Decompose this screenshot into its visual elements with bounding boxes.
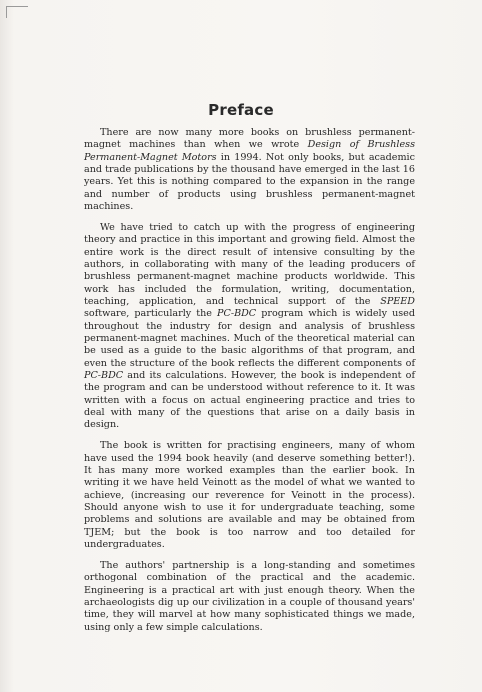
body-text: There are now many more books on brushless permanent-magnet machines than when we wrote: [84, 127, 415, 151]
body-text: program which is widely used throughout the industry for design and analysis of brushless permanent-magnet machines. Much of the theoretical material can be used as a guide to the basic algorithms of that program, and even the structure of the book reflects the different components of: [84, 308, 416, 369]
paragraph-4: [84, 560, 415, 634]
body-text: The authors' partnership is a long-standing and sometimes orthogonal combination of the practical and the academic. Engineering is a practical art with just enough theory. When the archaeologists dig up our civilization in a couple of thousand years' time, they will marvel at how many sophisticated things we made, using only a few simple calculations.: [84, 559, 415, 633]
body-text: in 1994. Not only books, but academic and trade publications by the thousand have emerged in the last 16 years. Yet this is nothing compared to the expansion in the range and number of products using brushless permanent-magnet machines.: [84, 151, 415, 213]
italic-title-text: PC-BDC: [84, 370, 124, 382]
body-text: The book is written for practising engineers, many of whom have used the 1994 book heavily (and deserve something better!). It has many more worked examples than the earlier book. In writing it we have held Veinott as the model of what we wanted to achieve, (increasing our reverence for Veinott in the process). Should anyone wish to use it for undergraduate teaching, some problems and solutions are available and may be obtained from TJEM; but the book is too narrow and too detailed for undergraduates.: [84, 440, 415, 550]
italic-title-text: Design of Brushless Permanent-Magnet Motors: [84, 139, 415, 163]
body-text: and its calculations. However, the book is independent of the program and can be understood without reference to it. It was written with a focus on actual engineering practice and tries to deal with many of the questions that arise on a daily basis in design.: [84, 370, 415, 431]
paragraph-2: [84, 222, 415, 432]
paragraph-3: [84, 440, 415, 551]
crop-mark: [6, 6, 28, 7]
paragraph-1: [84, 127, 415, 213]
italic-title-text: SPEED: [380, 295, 415, 307]
body-text: We have tried to catch up with the progress of engineering theory and practice in this important and growing field. Almost the entire work is the direct result of intensive consulting by the authors, in collaborating with many of the leading producers of brushless permanent-magnet machine products worldwide. This work has included the formulation, writing, documentation, teaching, application, and technical support of the: [84, 221, 415, 307]
preface-body: [84, 127, 415, 642]
body-text: software, particularly the: [84, 308, 218, 320]
italic-title-text: PC-BDC: [217, 308, 257, 320]
page-title: Preface: [208, 101, 274, 120]
